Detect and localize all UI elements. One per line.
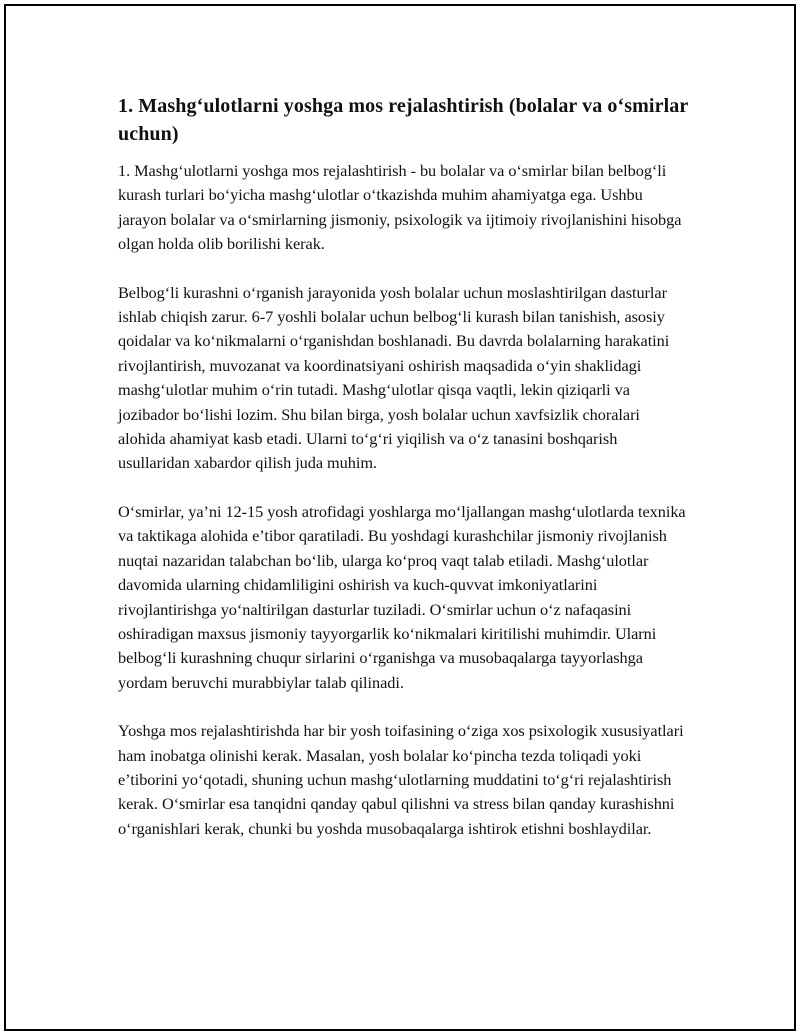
section-heading: 1. Mashg‘ulotlarni yoshga mos rejalashtirish (bolalar va o‘smirlar uchun) bbox=[118, 95, 688, 145]
paragraph-teenagers: O‘smirlar, ya’ni 12-15 yosh atrofidagi yoshlarga mo‘ljallangan mashg‘ulotlarda texnika va taktikaga alohida e’tibor qaratiladi. Bu yoshdagi kurashchilar jismoniy rivojlanish nuqtai nazaridan talabchan bo‘lib, ularga ko‘proq vaqt talab etiladi. Mashg‘ulotlar davomida ularning chidamliligini oshirish va kuch-quvvat imkoniyatlarini rivojlantirishga yo‘naltirilgan dasturlar tuziladi. O‘smirlar uchun o‘z nafaqasini oshiradigan maxsus jismoniy tayyorgarlik ko‘nikmalari kiritilishi muhimdir. Ularni belbog‘li kurashning chuqur sirlarini o‘rganishga va musobaqalarga tayyorlashga yordam beruvchi murabbiylar talab qilinadi. bbox=[118, 501, 686, 692]
paragraph-psychology: Yoshga mos rejalashtirishda har bir yosh toifasining o‘ziga xos psixologik xususiyatlari ham inobatga olinishi kerak. Masalan, yosh bolalar ko‘pincha tezda toliqadi yoki e’tiborini yo‘qotadi, shuning uchun mashg‘ulotlarning muddatini to‘g‘ri rejalashtirish kerak. O‘smirlar esa tanqidni qanday qabul qilishni va stress bilan qanday kurashishni o‘rganishlari kerak, chunki bu yoshda musobaqalarga ishtirok etishni boshlaydilar. bbox=[118, 721, 684, 838]
paragraph-intro: 1. Mashg‘ulotlarni yoshga mos rejalashtirish - bu bolalar va o‘smirlar bilan belbog‘li kurash turlari bo‘yicha mashg‘ulotlar o‘tkazishda muhim ahamiyatga ega. Ushbu jarayon bolalar va o‘smirlarning jismoniy, psixologik va ijtimoiy rivojlanishini hisobga olgan holda olib borilishi kerak. bbox=[118, 161, 682, 254]
document-body bbox=[118, 92, 688, 865]
paragraph-young-children: Belbog‘li kurashni o‘rganish jarayonida yosh bolalar uchun moslashtirilgan dasturlar ishlab chiqish zarur. 6-7 yoshli bolalar uchun belbog‘li kurash bilan tanishish, asosiy qoidalar va ko‘nikmalarni o‘rganishdan boshlanadi. Bu davrda bolalarning harakatini rivojlantirish, muvozanat va koordinatsiyani oshirish maqsadida o‘yin shaklidagi mashg‘ulotlar muhim o‘rin tutadi. Mashg‘ulotlar qisqa vaqtli, lekin qiziqarli va jozibador bo‘lishi lozim. Shu bilan birga, yosh bolalar uchun xavfsizlik choralari alohida ahamiyat kasb etadi. Ularni to‘g‘ri yiqilish va o‘z tanasini boshqarish usullaridan xabardor qilish juda muhim. bbox=[118, 282, 670, 473]
